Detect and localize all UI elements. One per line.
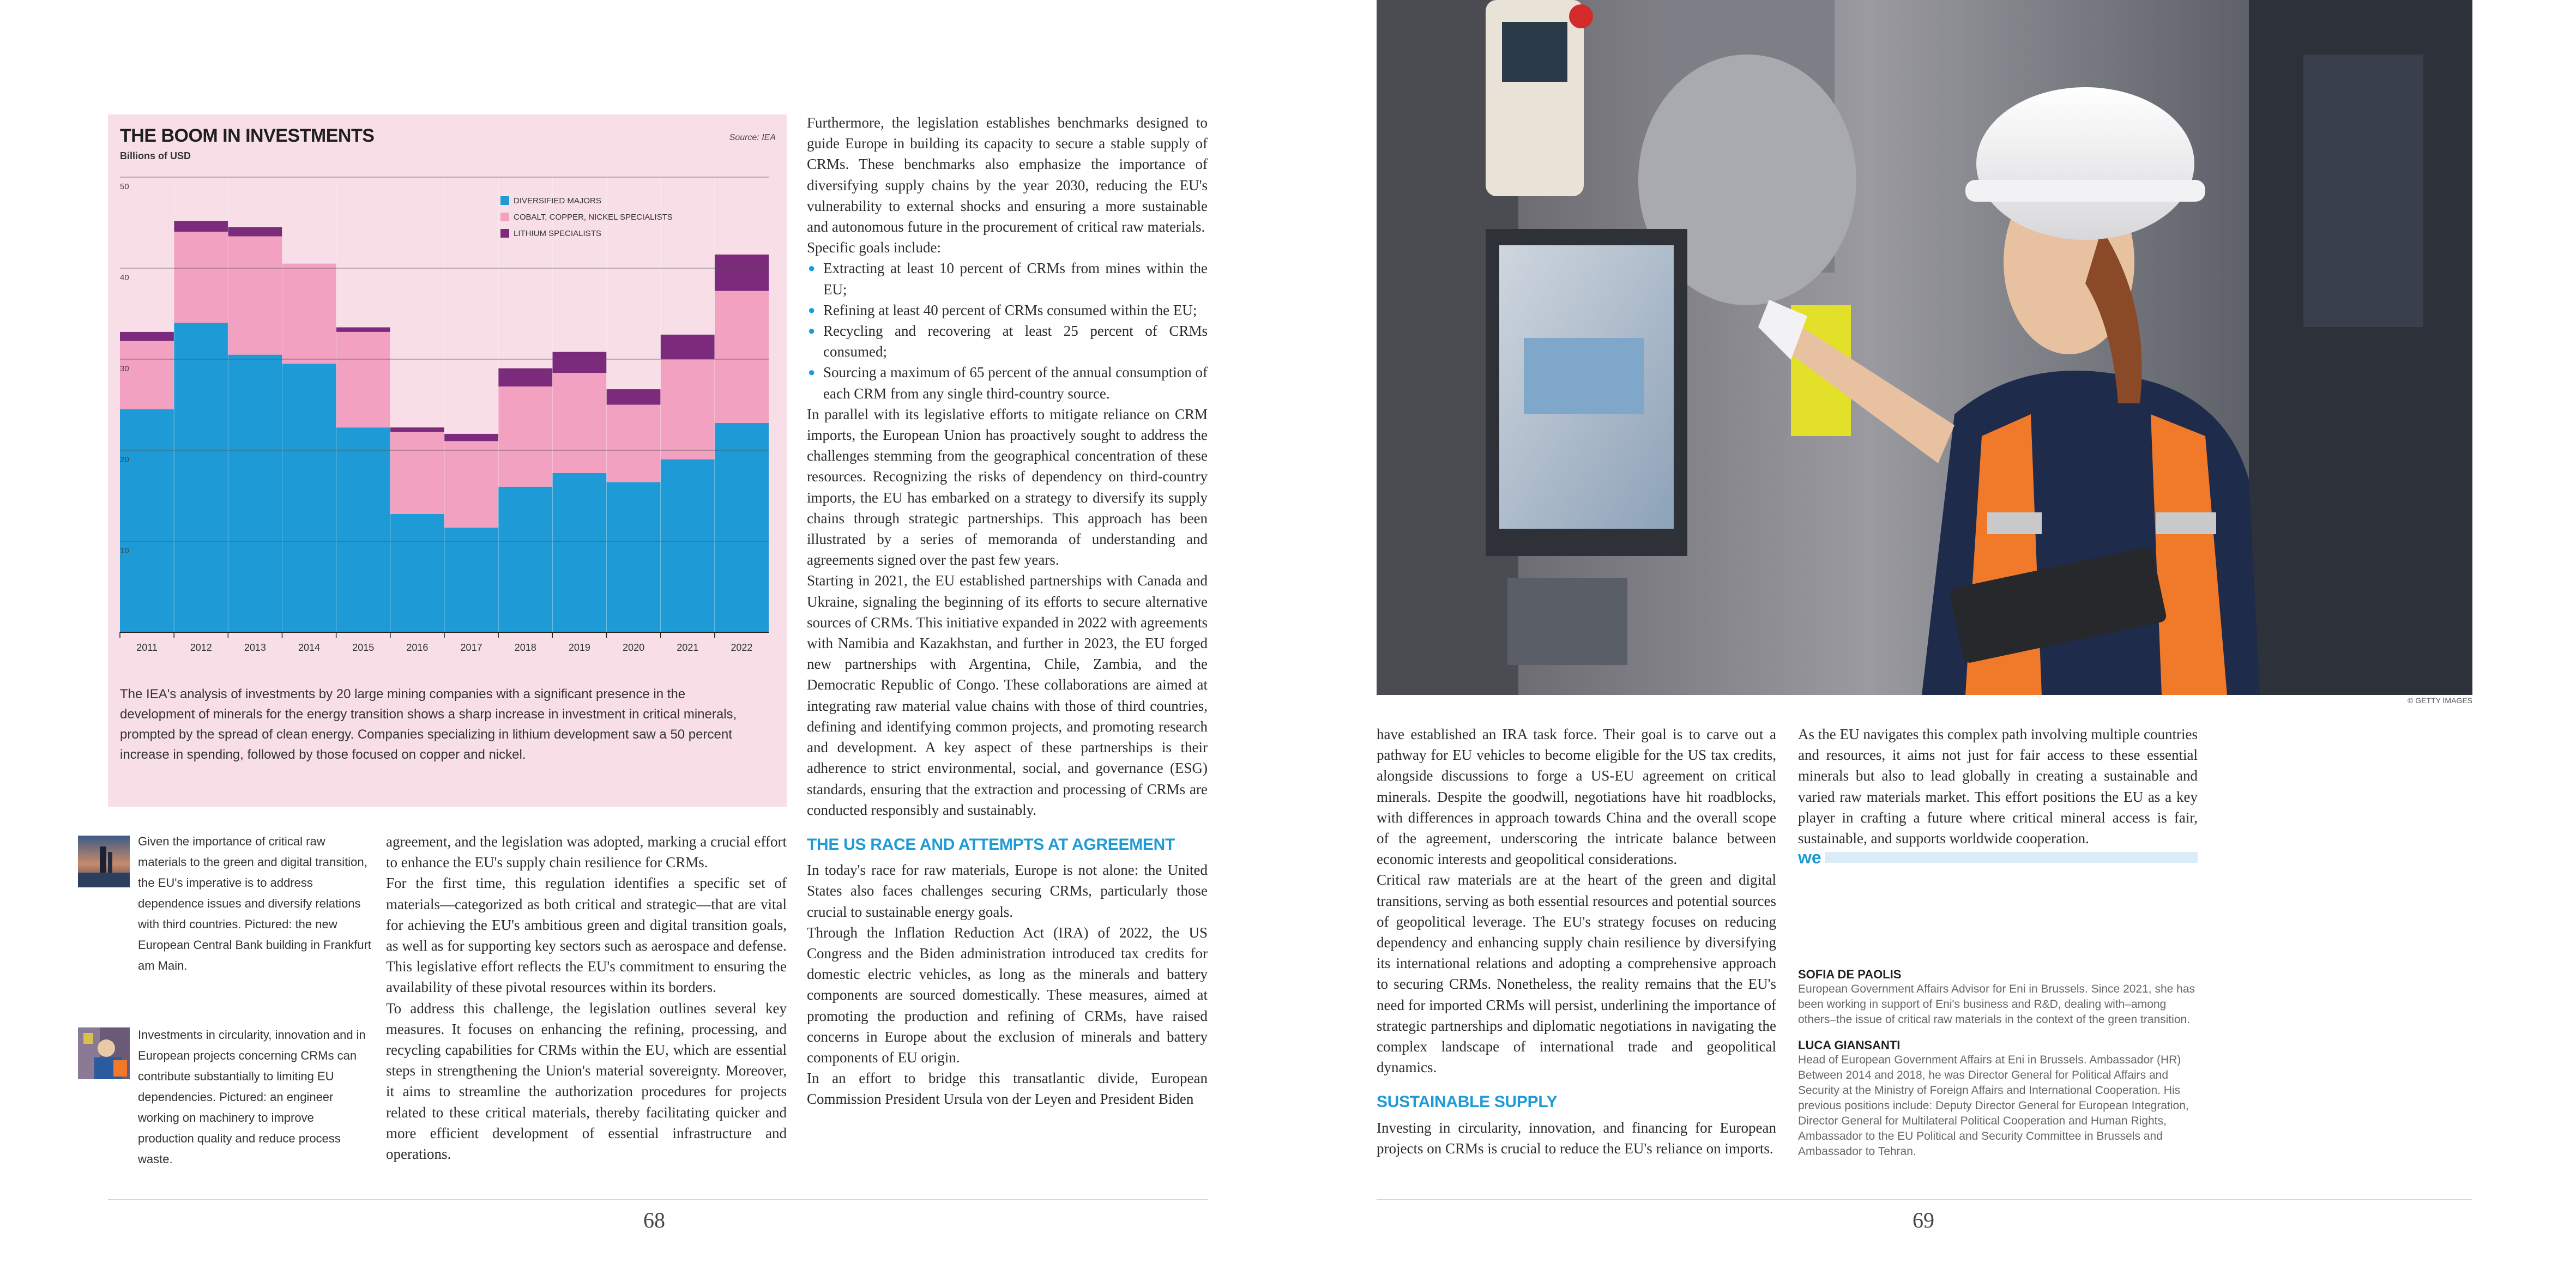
x-tick-label: 2011 [136,642,158,653]
chart-bar [607,482,661,632]
paragraph: have established an IRA task force. Their goal is to carve out a pathway for EU vehicles to become eligible for the US tax credits, alongside discussions to forge a US-EU agreement on critical minerals. Despite the goodwill, negotiations have hit roadblocks, with differences in approach towards China and the overall scope of the agreement, underscoring the intricate balance between economic interests and geopolitical considerations. [1377,726,1776,868]
engineer-thumbnail [78,1027,130,1079]
end-mark-row [1798,848,2198,868]
chart-bar [336,332,390,427]
x-tick-label: 2017 [460,642,482,653]
legend-label: LITHIUM SPECIALISTS [514,228,601,238]
chart-bar [552,473,606,632]
sidebar-caption-2: Investments in circularity, innovation and in European projects concerning CRMs can contribute substantially to limiting EU dependencies. Pictured: an engineer working on machinery to improve production quality and reduce process waste. [138,1028,366,1166]
chart-bar [552,373,606,473]
x-tick-label: 2019 [568,642,590,653]
paragraph: To address this challenge, the legislation outlines several key measures. It focuses on enhancing the refining, processing, and recycling capabilities for CRMs within the EU, which are essential steps in strengthening the Union's material sovereignty. Moreover, it aims to streamline the authorization procedures for projects related to these critical materials, thereby facilitating quicker and more efficient development of essential infrastructure and operations. [386,1000,787,1163]
end-mark: we [1798,848,1821,868]
y-tick-label: 20 [120,455,129,464]
chart-bar [607,405,661,482]
section-heading: SUSTAINABLE SUPPLY [1377,1093,1558,1111]
x-tick-label: 2016 [406,642,429,653]
legend-swatch [500,229,509,238]
y-tick-label: 30 [120,364,129,373]
chart-bar [715,291,769,423]
paragraph: Through the Inflation Reduction Act (IRA) of 2022, the US Congress and the Biden administration introduced tax credits for domestic electric vehicles, as long as the minerals and battery components are sourced domestically. These measures, aimed at promoting the production and refining of CRMs, have raised concerns in Europe about the exclusion of minerals and battery components of EU origin. [807,924,1208,1066]
sidebar-caption-1: Given the importance of critical raw materials to the green and digital transition, the EU's imperative is to address dependence issues and diversify relations with third countries. Pictured: the new European Central Bank building in Frankfurt am Main. [138,835,372,972]
chart-bar [715,423,769,632]
chart-bar [661,359,715,459]
y-tick-label: 40 [120,273,129,282]
paragraph: For the first time, this regulation identifies a specific set of materials—categorized as both critical and strategic—that are vital for achieving the EU's ambitious green and digital transition goals, as well as for supporting key sectors such as aerospace and defense. This legislative effort reflects the EU's commitment to ensuring the availability of these pivotal resources within its borders. [386,875,787,996]
goals-intro: Specific goals include: [807,239,941,256]
chart-bar [607,389,661,404]
footer-rule-right [1377,1199,2472,1200]
chart-bar [228,227,282,237]
legend-swatch [500,213,509,221]
chart-bar [444,528,498,632]
chart-bar [282,364,336,632]
goal-item: ● Recycling and recovering at least 25 percent of CRMs consumed; [807,321,1208,362]
paragraph: In today's race for raw materials, Europe is not alone: the United States also faces challenges securing CRMs, particularly those crucial to sustainable energy goals. [807,862,1208,920]
paragraph: Investing in circularity, innovation, and financing for European projects on CRMs is crucial to reduce the EU's reliance on imports. [1377,1119,1776,1157]
chart-bar [498,368,552,386]
chart-bar [282,264,336,364]
chart-bar [336,427,390,632]
author-bio: European Government Affairs Advisor for Eni in Brussels. Since 2021, she has been working in support of Eni's business and R&D, dealing with–among others–the issue of critical raw materials in the context of the green transition. [1798,983,2195,1026]
author-name: LUCA GIANSANTI [1798,1038,1901,1052]
y-tick-label: 10 [120,546,129,555]
goal-item: ● Refining at least 40 percent of CRMs consumed within the EU; [807,300,1208,321]
x-tick-label: 2018 [514,642,536,653]
chart-bar [390,514,444,632]
paragraph: Critical raw materials are at the heart of the green and digital transitions, serving as both essential resources and potential sources of geopolitical leverage. The EU's strategy focuses on reducing dependency and enhancing supply chain resilience by diversifying its international relations and adopting a comprehensive approach to securing CRMs. Nonetheless, the reality remains that the EU's need for imported CRMs will persist, underlining the importance of strategic partnerships and diplomatic negotiations in navigating the complex landscape of international trade and geopolitical dynamics. [1377,872,1776,1076]
chart-source: Source: IEA [729,133,776,142]
chart-bar [120,332,174,341]
y-tick-label: 50 [120,182,129,191]
left-column-b [807,112,1208,1110]
end-mark-bar [1825,852,2198,863]
paragraph: Starting in 2021, the EU established partnerships with Canada and Ukraine, signaling the beginning of its efforts to secure alternative sources of CRMs. This initiative expanded in 2022 with agreements with Namibia and Kazakhstan, and further in 2023, the EU forged new partnerships with Argentina, Chile, Zambia, and the Democratic Republic of Congo. These collaborations are aimed at integrating raw material value chains with those of third countries, defining and identifying common projects, and promoting research and development. A key aspect of these partnerships is their adherence to strict environmental, social, and governance (ESG) standards, ensuring that the extraction and processing of CRMs are conducted responsibly and sustainably. [807,572,1208,818]
chart-bar [174,221,228,232]
paragraph: As the EU navigates this complex path involving multiple countries and resources, it aims not just for fair access to these essential minerals but also to lead globally in creating a sustainable and varied raw materials market. This effort positions the EU as a key player in crafting a future where critical mineral access is fair, sustainable, and supports worldwide cooperation. [1798,726,2198,847]
chart-bar [336,328,390,332]
chart-bar [715,255,769,291]
chart-bar [120,341,174,409]
x-tick-label: 2022 [731,642,753,653]
chart-bar [390,427,444,432]
x-tick-label: 2015 [352,642,375,653]
left-column-a [386,831,787,1164]
engineer-photo [1377,0,2472,695]
page-number-right: 69 [1913,1208,1934,1232]
right-column-c [1377,724,1776,1159]
chart-bar [498,386,552,487]
legend-label: COBALT, COPPER, NICKEL SPECIALISTS [514,212,673,222]
photo-credit: © GETTY IMAGES [2408,696,2472,705]
x-tick-label: 2013 [244,642,266,653]
legend-item [500,225,673,241]
section-heading: THE US RACE AND ATTEMPTS AT AGREEMENT [807,835,1175,854]
x-tick-label: 2020 [623,642,645,653]
page-number-left: 68 [643,1208,665,1232]
ecb-building-thumbnail [78,836,130,887]
chart-bar [552,352,606,373]
paragraph: In an effort to bridge this transatlantic divide, European Commission President Ursula von der Leyen and President Biden [807,1070,1208,1108]
chart-bar [228,237,282,355]
chart-bar [390,432,444,514]
goal-item: ● Sourcing a maximum of 65 percent of the annual consumption of each CRM from any single third-country source. [807,362,1208,403]
author-bio: Head of European Government Affairs at Eni in Brussels. Ambassador (HR) Between 2014 and 2018, he was Director General for Political Affairs and Security at the Ministry of Foreign Affairs and International Cooperation. His previous positions include: Deputy Director General for European Integration, Director General for Multilateral Political Cooperation and Human Rights, Ambassador to the EU Political and Security Committee in Brussels and Ambassador to Tehran. [1798,1054,2189,1158]
goals-list [807,258,1208,403]
chart-bar [661,335,715,359]
chart-bar [498,487,552,632]
paragraph: In parallel with its legislative efforts to mitigate reliance on CRM imports, the European Union has proactively sought to address the challenges stemming from the geographical concentration of these resources. Recognizing the risks of dependency on third-country imports, the EU has embarked on a strategy to diversify its supply chains through strategic partnerships. This approach has been illustrated by a series of memoranda of understanding and agreements signed over the past few years. [807,406,1208,569]
x-tick-label: 2021 [677,642,699,653]
legend-item [500,209,673,225]
chart-bar [228,355,282,632]
investment-chart [108,114,787,807]
chart-title: THE BOOM IN INVESTMENTS [120,125,375,146]
paragraph: agreement, and the legislation was adopted, marking a crucial effort to enhance the EU's supply chain resilience for CRMs. [386,833,787,871]
legend-item [500,192,673,209]
author-bios [1798,967,2198,1170]
chart-caption: The IEA's analysis of investments by 20 large mining companies with a significant presence in the development of minerals for the energy transition shows a sharp increase in investment in critical minerals, prompted by the spread of clean energy. Companies specializing in lithium development saw a 50 percent increase in spending, followed by those focused on copper and nickel. [120,687,737,762]
paragraph: Furthermore, the legislation establishes benchmarks designed to guide Europe in building its capacity to secure a stable supply of CRMs. These benchmarks also emphasize the importance of diversifying supply chains by the year 2030, reducing the EU's vulnerability to external shocks and ensuring a more sustainable and autonomous future in the procurement of critical raw materials. [807,114,1208,235]
goal-item: ● Extracting at least 10 percent of CRMs from mines within the EU; [807,258,1208,299]
chart-legend [500,192,673,241]
legend-swatch [500,196,509,205]
chart-bar [444,441,498,528]
legend-label: DIVERSIFIED MAJORS [514,196,601,205]
x-tick-label: 2012 [190,642,212,653]
x-tick-label: 2014 [298,642,321,653]
chart-bar [444,434,498,441]
chart-units: Billions of USD [120,150,191,161]
chart-bar [174,323,228,632]
chart-bar [120,409,174,632]
footer-rule-left [108,1199,1208,1200]
chart-bar [174,232,228,323]
author-name: SOFIA DE PAOLIS [1798,967,1902,981]
chart-bar [661,459,715,632]
right-column-d [1798,724,2198,868]
